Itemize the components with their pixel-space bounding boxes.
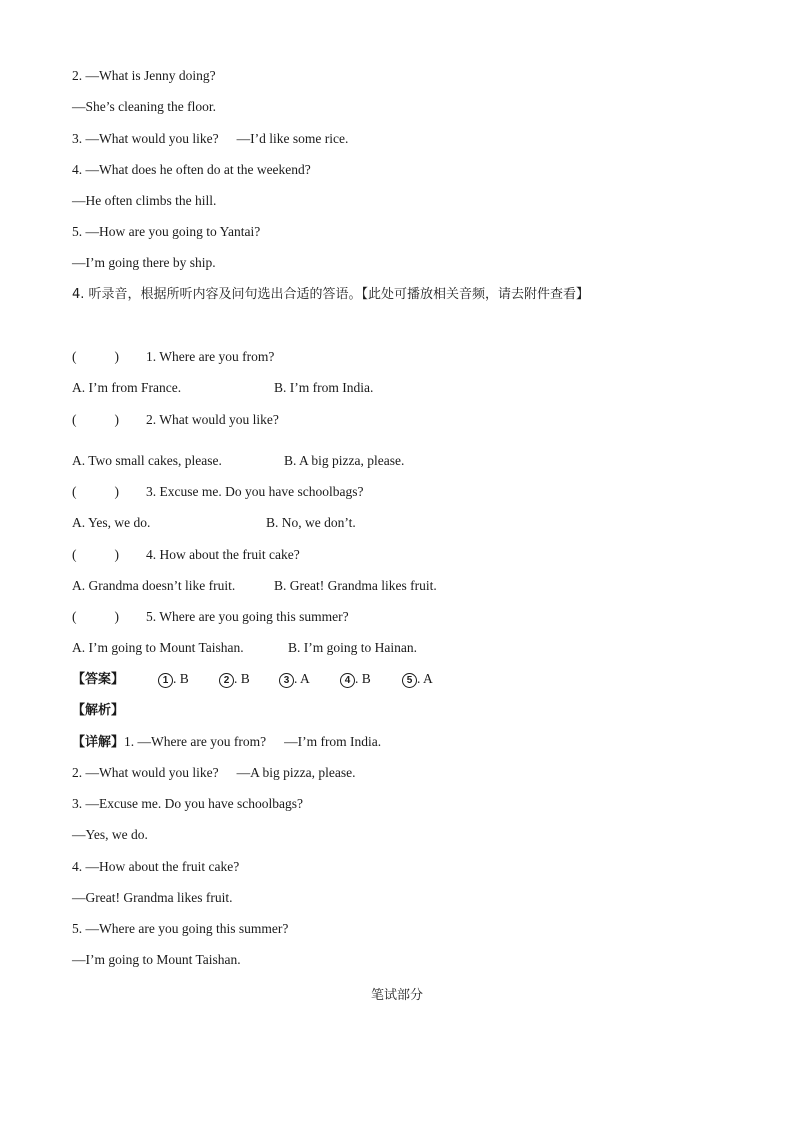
option-b: B. Great! Grandma likes fruit. (274, 578, 437, 593)
options-row (72, 452, 405, 470)
question-row (72, 546, 300, 564)
option-b: B. A big pizza, please. (284, 453, 405, 468)
transcript-line: 4. —What does he often do at the weekend? (72, 162, 311, 177)
question-row (72, 348, 274, 366)
option-a: A. I’m going to Mount Taishan. (72, 640, 244, 655)
circled-number: 3 (279, 673, 294, 688)
analysis-line: 3. —Excuse me. Do you have schoolbags? (72, 796, 303, 811)
question-text: 5. Where are you going this summer? (146, 609, 349, 624)
transcript-line: 2. —What is Jenny doing? (72, 68, 216, 83)
circled-number: 4 (340, 673, 355, 688)
options-row (72, 577, 437, 595)
option-a: A. I’m from France. (72, 380, 182, 395)
analysis-line: 2. —What would you like? —A big pizza, please. (72, 765, 356, 780)
options-row (72, 639, 417, 657)
answer-item: 2 . B (219, 670, 250, 688)
option-b: B. I’m from India. (274, 380, 374, 395)
section-title: 笔试部分 (370, 988, 423, 1003)
option-a: A. Two small cakes, please. (72, 453, 222, 468)
analysis-line: 5. —Where are you going this summer? (72, 921, 289, 936)
transcript-line: —He often climbs the hill. (72, 193, 217, 208)
transcript-line (72, 130, 348, 148)
option-a: A. Grandma doesn’t like fruit. (72, 578, 236, 593)
answer-item: 3 . A (279, 670, 310, 688)
transcript-line: 5. —How are you going to Yantai? (72, 224, 261, 239)
option-b: B. I’m going to Hainan. (288, 640, 417, 655)
transcript-line: —I’m going there by ship. (72, 255, 216, 270)
circled-number: 5 (402, 673, 417, 688)
circled-number: 2 (219, 673, 234, 688)
question-text: 4. How about the fruit cake? (146, 547, 300, 562)
analysis-line: —Yes, we do. (72, 827, 148, 842)
options-row (72, 379, 374, 397)
analysis-line: 【详解】1. —Where are you from? —I’m from India. (72, 734, 382, 750)
option-b: B. No, we don’t. (266, 515, 356, 530)
options-row (72, 514, 356, 532)
question-row (72, 608, 349, 626)
question-row (72, 483, 363, 501)
answer-blank: ( ) (72, 609, 119, 624)
question-text: 1. Where are you from? (146, 349, 275, 364)
answer-label: 【答案】 (72, 672, 125, 687)
circled-number: 1 (158, 673, 173, 688)
analysis-line: 4. —How about the fruit cake? (72, 859, 240, 874)
answer-item: 1 . B (158, 670, 189, 688)
transcript-line: —She’s cleaning the floor. (72, 99, 216, 114)
answer-blank: ( ) (72, 412, 119, 427)
analysis-label: 【解析】 (72, 703, 125, 718)
section-instruction: 4. 听录音，根据所听内容及问句选出合适的答语。【此处可播放相关音频，请去附件查看】 (72, 287, 590, 302)
question-text: 2. What would you like? (146, 412, 279, 427)
transcript-question: 3. —What would you like? (72, 131, 219, 146)
detail-label: 【详解】 (72, 735, 125, 750)
answer-blank: ( ) (72, 547, 119, 562)
answer-blank: ( ) (72, 484, 119, 499)
answer-blank: ( ) (72, 349, 119, 364)
analysis-line: —Great! Grandma likes fruit. (72, 890, 233, 905)
answer-item: 4 . B (340, 670, 371, 688)
question-row (72, 411, 279, 429)
question-text: 3. Excuse me. Do you have schoolbags? (146, 484, 364, 499)
answer-row (72, 670, 472, 689)
option-a: A. Yes, we do. (72, 515, 151, 530)
answer-item: 5 . A (402, 670, 433, 688)
analysis-line: —I’m going to Mount Taishan. (72, 952, 241, 967)
transcript-answer: —I’d like some rice. (236, 131, 349, 146)
